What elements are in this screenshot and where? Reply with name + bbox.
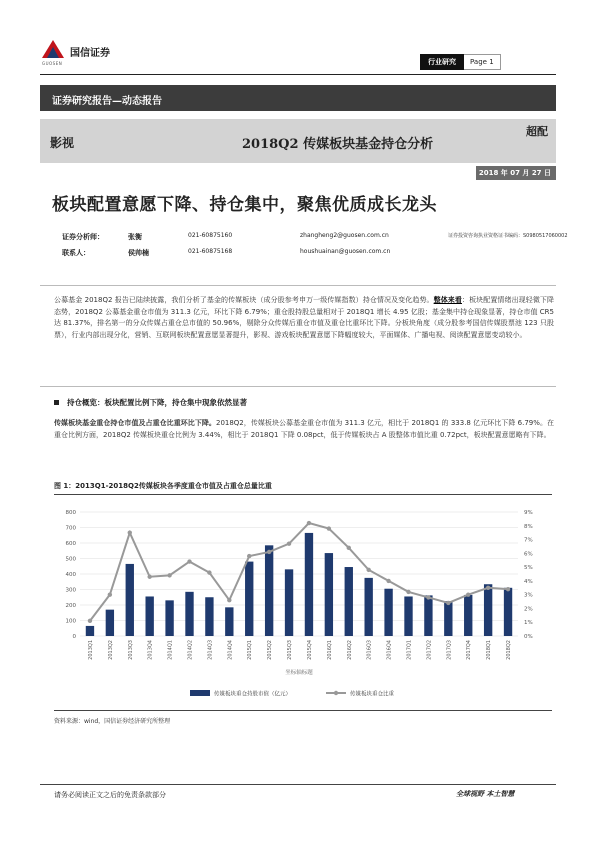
holdings-chart [54, 498, 552, 708]
bar [205, 597, 213, 636]
bullet-square-icon [54, 400, 59, 405]
y2-tick-label: 5% [524, 565, 533, 572]
bar [384, 589, 392, 636]
legend-line-label: 传媒板块重仓比重 [350, 691, 395, 698]
ratio-point [347, 546, 351, 550]
bar [106, 610, 114, 636]
contact-name: 侯帅楠 [128, 249, 149, 257]
x-tick-label: 2014Q4 [227, 640, 234, 660]
bar [165, 600, 173, 636]
page-headline: 板块配置意愿下降、持仓集中，聚焦优质成长龙头 [52, 195, 437, 215]
report-category: 行业研究 [420, 54, 464, 70]
bar [424, 595, 432, 636]
title-banner [40, 119, 556, 163]
logo-text: 国信证券 [70, 48, 110, 59]
rating-badge: 超配 [526, 125, 548, 138]
y2-tick-label: 4% [524, 578, 533, 585]
y-tick-label: 200 [65, 603, 76, 609]
x-tick-label: 2017Q3 [446, 640, 453, 660]
analyst-email[interactable]: zhangheng2@guosen.com.cn [300, 232, 389, 239]
bar [126, 564, 134, 636]
ratio-point [88, 619, 92, 623]
bar [86, 626, 94, 636]
ratio-point [187, 559, 191, 563]
ratio-point [486, 586, 490, 590]
header-right [420, 52, 501, 72]
ratio-point [446, 601, 450, 605]
y2-tick-label: 8% [524, 523, 533, 530]
x-tick-label: 2015Q3 [287, 640, 294, 660]
ratio-point [287, 541, 291, 545]
y-tick-label: 0 [72, 634, 76, 640]
ratio-point [108, 592, 112, 596]
ratio-point [267, 550, 271, 554]
y2-tick-label: 0% [524, 634, 533, 640]
x-tick-label: 2015Q4 [306, 640, 313, 660]
sector-label: 影视 [50, 136, 75, 150]
bar [225, 607, 233, 636]
bar [285, 569, 293, 636]
bar [484, 584, 492, 636]
report-type: 证券研究报告—动态报告 [52, 96, 162, 107]
x-tick-label: 2016Q4 [386, 640, 393, 660]
bar [265, 545, 273, 636]
bar [305, 533, 313, 636]
y2-tick-label: 1% [524, 620, 533, 627]
y-tick-label: 300 [65, 587, 76, 594]
y2-tick-label: 7% [524, 537, 533, 544]
bar [146, 596, 154, 636]
bar [245, 562, 253, 636]
x-tick-label: 2017Q2 [426, 640, 433, 660]
guosen-logo-icon [40, 38, 66, 60]
x-tick-label: 2018Q1 [486, 640, 493, 660]
x-tick-label: 2013Q2 [107, 640, 114, 660]
x-tick-label: 2017Q4 [466, 640, 473, 660]
footer-divider [40, 784, 556, 785]
y-tick-label: 700 [65, 525, 76, 532]
ratio-point [128, 530, 132, 534]
section-heading: 持仓概览：板块配置比例下降，持仓集中现象依然显著 [54, 397, 247, 408]
summary-text: 公募基金 2018Q2 报告已陆续披露，我们分析了基金的传媒板块（成分股参考申万一级传媒指数）持仓情况及变化趋势。整体来看：板块配置情绪出现轻微下降态势，2018Q2 公募基金重仓市值为 311.3 亿元，环比下降 6.79%；重仓股持股总量相对于 2018Q1 增长 4.95 亿股；基金集中持仓现象显著，持仓市值 CR5 达 81.37%，排名第一的分众传媒占重仓总市值的 50.96%，剔除分众传媒后重仓市值及重仓比重环比下降。分板块角度（成分股参考国信传媒股票池 123 只股票），行业内部出现分化，营销、互联网板块配置意愿显著提升，影视、游戏板块配置意愿下降幅度较大，平面媒体、广播电视、阅读配置意愿变动较小。 [54, 296, 555, 339]
bar [185, 592, 193, 636]
x-tick-label: 2017Q1 [406, 640, 413, 660]
bar [325, 553, 333, 636]
y-tick-label: 400 [65, 572, 76, 578]
x-tick-label: 2014Q1 [167, 640, 174, 660]
ratio-point [247, 554, 251, 558]
ratio-point [227, 598, 231, 602]
x-tick-label: 2013Q4 [147, 640, 154, 660]
figure-top-rule [54, 494, 552, 495]
y-tick-label: 800 [65, 510, 76, 516]
contact-phone: 021-60875168 [188, 248, 233, 255]
ratio-point [466, 592, 470, 596]
x-tick-label: 2016Q3 [366, 640, 373, 660]
page-number: 1 [489, 58, 494, 66]
date-bar [476, 166, 556, 180]
logo-subtext: GUOSEN [42, 61, 63, 66]
y2-tick-label: 2% [524, 606, 533, 613]
legend-bar-label: 传媒板块重仓持股市值（亿元） [214, 691, 292, 698]
y2-tick-label: 6% [524, 551, 533, 558]
analyst-name: 张衡 [128, 233, 142, 241]
legend-line-marker [334, 691, 338, 695]
contact-row: 联系人： 侯帅楠 021-60875168 houshuainan@guosen.com.cn [62, 248, 448, 258]
page-indicator: Page 1 [464, 54, 501, 70]
figure-bottom-rule [54, 710, 552, 711]
y-tick-label: 600 [65, 541, 76, 547]
figure-source: 资料来源：wind，国信证券经济研究所整理 [54, 718, 171, 725]
ratio-point [506, 587, 510, 591]
header-divider [40, 74, 556, 75]
x-tick-label: 2013Q3 [127, 640, 134, 660]
figure-title: 图 1：2013Q1-2018Q2传媒板块各季度重仓市值及占重仓总量比重 [54, 482, 272, 490]
analyst-phone: 021-60875160 [188, 232, 233, 239]
footer-slogan: 全球视野 本土智慧 [456, 789, 515, 798]
analyst-cert: 证券投资咨询执业资格证书编码：S0980517060002 [448, 233, 568, 239]
x-tick-label: 2014Q2 [187, 640, 194, 660]
y-tick-label: 500 [65, 556, 76, 563]
contact-email[interactable]: houshuainan@guosen.com.cn [300, 248, 391, 255]
y-tick-label: 100 [65, 618, 76, 625]
ratio-point [327, 526, 331, 530]
bar [504, 588, 512, 636]
footer-disclaimer: 请务必阅读正文之后的免责条款部分 [54, 791, 166, 799]
ratio-point [366, 568, 370, 572]
bar [404, 596, 412, 636]
x-tick-label: 2014Q3 [207, 640, 214, 660]
ratio-point [167, 573, 171, 577]
y2-tick-label: 3% [524, 592, 533, 599]
legend-bar-swatch [190, 690, 210, 696]
x-tick-label: 2015Q2 [267, 640, 274, 660]
ratio-point [147, 575, 151, 579]
x-tick-label: 2016Q1 [326, 640, 333, 660]
ratio-point [426, 595, 430, 599]
ratio-point [386, 579, 390, 583]
y2-tick-label: 9% [524, 510, 533, 516]
ratio-point [307, 521, 311, 525]
ratio-point [406, 590, 410, 594]
x-axis-title: 坐标轴标题 [285, 670, 313, 676]
summary-divider [40, 285, 556, 286]
bar [345, 567, 353, 636]
bar [464, 595, 472, 636]
x-tick-label: 2013Q1 [87, 640, 94, 660]
report-type-banner [40, 85, 556, 111]
bar [444, 601, 452, 636]
analyst-row: 证券分析师： 张衡 021-60875160 zhangheng2@guosen.com.cn 证券投资咨询执业资格证书编码：S0980517060002 [62, 232, 568, 241]
summary-bottom-divider [40, 386, 556, 387]
report-title: 2018Q2 传媒板块基金持仓分析 [242, 137, 434, 152]
section-body: 传媒板块基金重仓持仓市值及占重仓比重环比下降。2018Q2，传媒板块公募基金重仓市值为 311.3 亿元，相比于 2018Q1 的 333.8 亿元环比下降 6.79%。在重仓比例方面，2018Q2 传媒板块重仓比例为 3.44%，相比于 2018Q1 下降 0.08pct，低于传媒板块占 A 股整体市值比重 0.72pct，板块配置意愿略有下降。 [54, 419, 555, 439]
bar [365, 578, 373, 636]
ratio-point [207, 570, 211, 574]
report-date: 2018 年 07 月 27 日 [478, 169, 551, 177]
x-tick-label: 2018Q2 [506, 640, 513, 660]
x-tick-label: 2016Q2 [346, 640, 353, 660]
x-tick-label: 2015Q1 [247, 640, 254, 660]
